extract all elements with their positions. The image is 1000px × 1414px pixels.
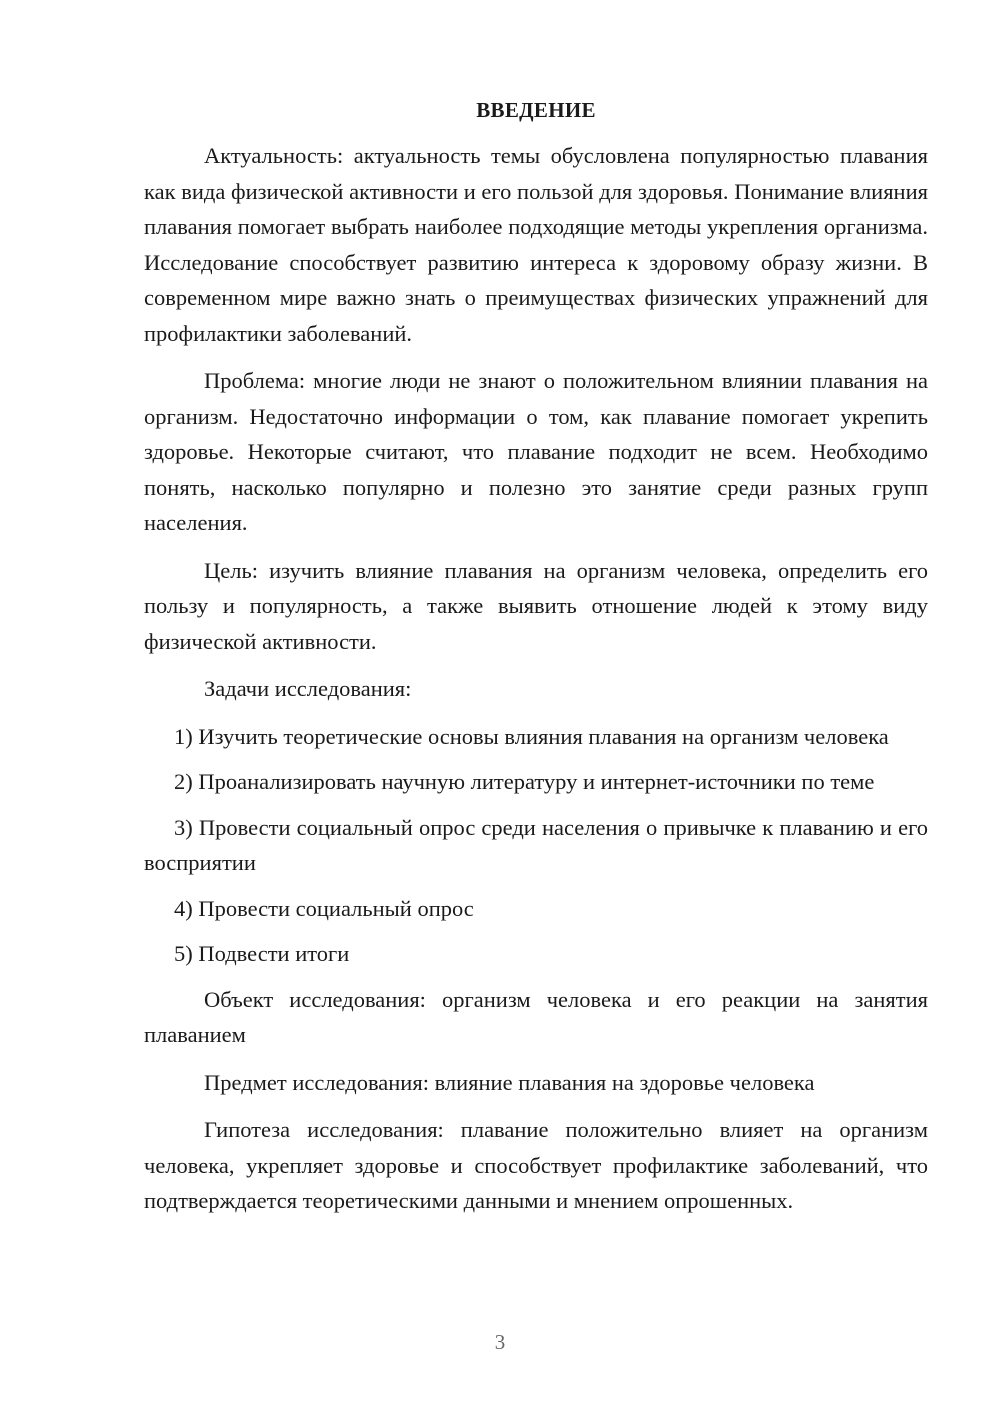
list-item: 1) Изучить теоретические основы влияния плавания на организм человека xyxy=(174,723,889,749)
tasks-list xyxy=(144,719,928,972)
list-item: 4) Провести социальный опрос xyxy=(174,895,474,921)
paragraph-object: Объект исследования: организм человека и его реакции на занятия плаванием xyxy=(144,986,928,1047)
tasks-heading: Задачи исследования: xyxy=(204,676,412,701)
paragraph-problem: Проблема: многие люди не знают о положительном влиянии плавания на организм. Недостаточно информации о том, как плавание помогает укрепить здоровье. Некоторые считают, что плавание подходит не всем. Необходимо понять, насколько популярно и полезно это занятие среди разных групп населения. xyxy=(144,368,928,535)
paragraph-hypothesis: Гипотеза исследования: плавание положительно влияет на организм человека, укрепляет здоровье и способствует профилактике заболеваний, что подтверждается теоретическими данными и мнением опрошенных. xyxy=(144,1117,928,1213)
paragraph-relevance: Актуальность: актуальность темы обусловлена популярностью плавания как вида физической активности и его пользой для здоровья. Понимание влияния плавания помогает выбрать наиболее подходящие методы укрепления организма. Исследование способствует развитию интереса к здоровому образу жизни. В современном мире важно знать о преимуществах физических упражнений для профилактики заболеваний. xyxy=(144,143,928,346)
page-title: ВВЕДЕНИЕ xyxy=(476,98,596,122)
list-item: 2) Проанализировать научную литературу и интернет-источники по теме xyxy=(174,769,875,794)
page-number: 3 xyxy=(494,1330,506,1354)
list-item: 5) Подвести итоги xyxy=(174,941,350,966)
document-page xyxy=(144,96,928,1231)
list-item: 3) Провести социальный опрос среди населения о привычке к плаванию и его восприятии xyxy=(144,814,928,875)
paragraph-subject: Предмет исследования: влияние плавания на здоровье человека xyxy=(204,1069,815,1095)
paragraph-goal: Цель: изучить влияние плавания на организм человека, определить его пользу и популярность, а также выявить отношение людей к этому виду физической активности. xyxy=(144,557,928,654)
